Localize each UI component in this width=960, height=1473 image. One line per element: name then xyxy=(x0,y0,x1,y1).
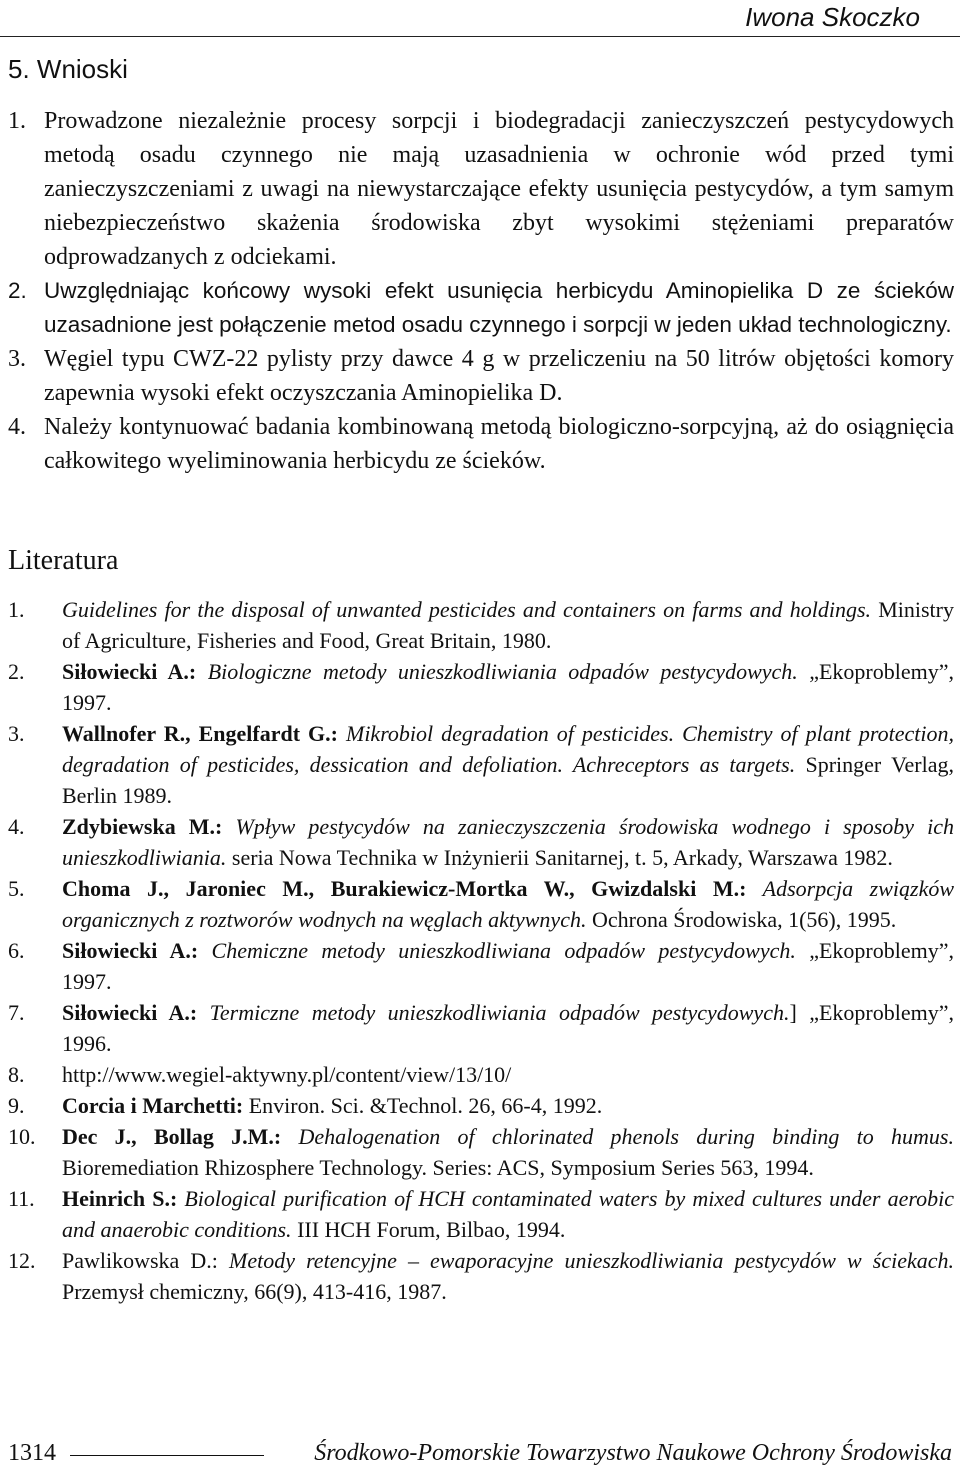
reference-title: Adsorpcja związków organicznych z roztworów wodnych na węglach aktywnych. xyxy=(62,876,955,932)
reference-title: Chemiczne metody unieszkodliwiana odpadów pestycydowych. xyxy=(198,938,796,963)
reference-number: 9. xyxy=(8,1093,25,1118)
conclusion-item xyxy=(8,104,954,274)
reference-title: Termiczne metody unieszkodliwiania odpadów pestycydowych. xyxy=(197,1000,790,1025)
running-header-author: Iwona Skoczko xyxy=(745,2,920,32)
reference-title: Biologiczne metody unieszkodliwiania odpadów pestycydowych. xyxy=(196,659,798,684)
reference-authors: Dec J., Bollag J.M.: xyxy=(62,1124,282,1149)
reference-title: Biological purification of HCH contaminated waters by mixed cultures under aerobic and anaerobic conditions. xyxy=(62,1186,954,1242)
conclusion-item xyxy=(8,410,954,478)
reference-title: Metody retencyjne – ewaporacyjne unieszkodliwiania pestycydów w ściekach. xyxy=(217,1248,954,1273)
reference-authors: Zdybiewska M.: xyxy=(62,814,223,839)
reference-title: Mikrobiol degradation of pesticides. Chemistry of plant protection, degradation of pesticides, dessication and defoliation. Achreceptors as targets. xyxy=(62,721,954,777)
header-rule xyxy=(0,36,960,37)
reference-number: 3. xyxy=(8,721,25,746)
reference-authors: Pawlikowska D.: xyxy=(62,1248,218,1273)
reference-url: http://www.wegiel-aktywny.pl/content/view/13/10/ xyxy=(62,1062,512,1087)
reference-source: Environ. Sci. &Technol. 26, 66-4, 1992. xyxy=(243,1093,603,1118)
reference-source: Przemysł chemiczny, 66(9), 413-416, 1987. xyxy=(62,1279,447,1304)
reference-item xyxy=(8,997,954,1059)
reference-item xyxy=(8,1090,954,1121)
reference-number: 8. xyxy=(8,1062,25,1087)
reference-authors: Wallnofer R., Engelfardt G.: xyxy=(62,721,338,746)
reference-source: „Ekoproblemy”, 1997. xyxy=(62,659,954,715)
conclusion-text: Należy kontynuować badania kombinowaną metodą biologiczno-sorpcyjną, aż do osiągnięcia całkowitego wyeliminowania herbicydu ze ścieków. xyxy=(44,414,954,474)
conclusion-item xyxy=(8,274,954,342)
reference-item xyxy=(8,1245,954,1307)
reference-source: III HCH Forum, Bilbao, 1994. xyxy=(291,1217,566,1242)
conclusion-text: Węgiel typu CWZ-22 pylisty przy dawce 4 g w przeliczeniu na 50 litrów objętości komory zapewnia wysoki efekt oczyszczania Aminopielika D. xyxy=(44,346,954,406)
reference-number: 2. xyxy=(8,659,25,684)
reference-number: 7. xyxy=(8,1000,25,1025)
reference-number: 10. xyxy=(8,1124,36,1149)
conclusion-number: 2. xyxy=(8,278,27,303)
reference-source: Springer Verlag, Berlin 1989. xyxy=(62,752,954,808)
journal-name: Środkowo-Pomorskie Towarzystwo Naukowe Ochrony Środowiska xyxy=(314,1440,952,1466)
conclusion-number: 4. xyxy=(8,414,26,440)
reference-title: Wpływ pestycydów na zanieczyszczenia środowiska wodnego i sposoby ich unieszkodliwiania. xyxy=(62,814,955,870)
reference-source: ] „Ekoproblemy”, 1996. xyxy=(62,1000,954,1056)
reference-authors: Choma J., Jaroniec M., Burakiewicz-Mortka W., Gwizdalski M.: xyxy=(62,876,747,901)
conclusion-text: Prowadzone niezależnie procesy sorpcji i biodegradacji zanieczyszczeń pestycydowych metodą osadu czynnego nie mają uzasadnienia w ochronie wód przed tymi zanieczyszczeniami z uwagi na niewystarczające efekty usunięcia pestycydów, a tym samym niebezpieczeństwo skażenia środowiska zbyt wysokimi stężeniami preparatów odprowadzanych z odciekami. xyxy=(44,108,954,270)
reference-title: Dehalogenation of chlorinated phenols during binding to humus. xyxy=(281,1124,954,1149)
reference-authors: Siłowiecki A.: xyxy=(62,938,199,963)
reference-item xyxy=(8,718,954,811)
reference-source: Bioremediation Rhizosphere Technology. Series: ACS, Symposium Series 563, 1994. xyxy=(62,1155,814,1180)
footer-rule xyxy=(70,1455,264,1456)
reference-list xyxy=(8,594,954,1307)
reference-number: 11. xyxy=(8,1186,35,1211)
reference-item xyxy=(8,1059,954,1090)
reference-authors: Heinrich S.: xyxy=(62,1186,178,1211)
reference-item xyxy=(8,1121,954,1183)
reference-number: 12. xyxy=(8,1248,36,1273)
reference-item xyxy=(8,594,954,656)
reference-source: seria Nowa Technika w Inżynierii Sanitarnej, t. 5, Arkady, Warszawa 1982. xyxy=(226,845,893,870)
reference-number: 5. xyxy=(8,876,25,901)
reference-source: „Ekoproblemy”, 1997. xyxy=(62,938,954,994)
reference-source: Ministry of Agriculture, Fisheries and Food, Great Britain, 1980. xyxy=(62,597,954,653)
conclusion-text: Uwzględniając końcowy wysoki efekt usunięcia herbicydu Aminopielika D ze ścieków uzasadnione jest połączenie metod osadu czynnego i sorpcji w jeden układ technologiczny. xyxy=(44,278,954,337)
reference-number: 4. xyxy=(8,814,25,839)
reference-source: Ochrona Środowiska, 1(56), 1995. xyxy=(586,907,897,932)
reference-authors: Siłowiecki A.: xyxy=(62,1000,198,1025)
reference-item xyxy=(8,935,954,997)
conclusion-item xyxy=(8,342,954,410)
reference-item xyxy=(8,873,954,935)
conclusion-number: 3. xyxy=(8,346,26,372)
reference-number: 6. xyxy=(8,938,25,963)
reference-item xyxy=(8,1183,954,1245)
reference-number: 1. xyxy=(8,597,25,622)
reference-title: Guidelines for the disposal of unwanted pesticides and containers on farms and holdings. xyxy=(62,597,872,622)
section-title: 5. Wnioski xyxy=(8,54,128,84)
literature-heading: Literatura xyxy=(8,545,119,576)
reference-item xyxy=(8,656,954,718)
conclusions-list xyxy=(8,104,954,478)
reference-authors: Corcia i Marchetti: xyxy=(62,1093,244,1118)
reference-item xyxy=(8,811,954,873)
conclusion-number: 1. xyxy=(8,108,26,134)
page-number: 1314 xyxy=(8,1440,56,1466)
reference-authors: Siłowiecki A.: xyxy=(62,659,197,684)
